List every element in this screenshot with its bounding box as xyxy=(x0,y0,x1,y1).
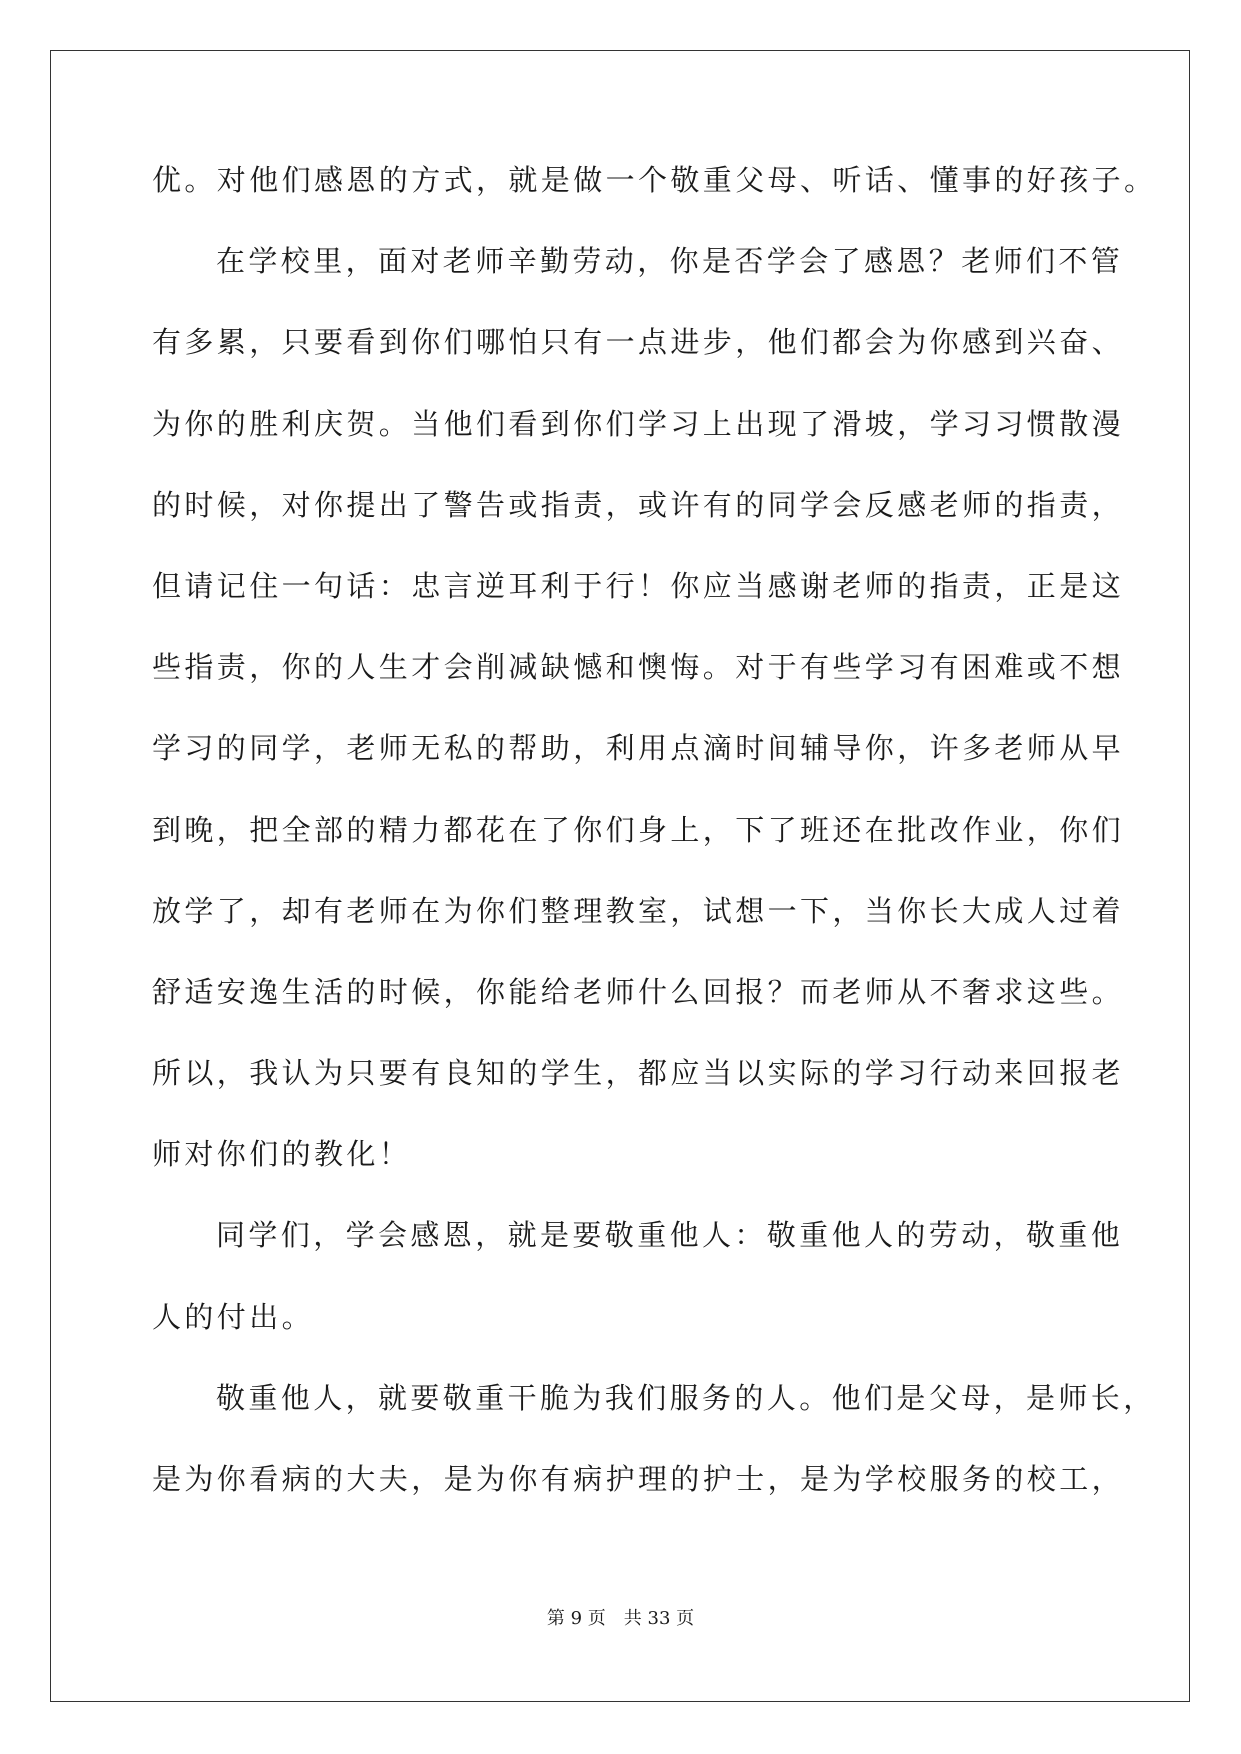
text-line: 优。对他们感恩的方式，就是做一个敬重父母、听话、懂事的好孩子。 xyxy=(152,163,1157,197)
text-line: 有多累，只要看到你们哪怕只有一点进步，他们都会为你感到兴奋、 xyxy=(152,325,1125,360)
text-line: 在学校里，面对老师辛勤劳动，你是否学会了感恩？老师们不管 xyxy=(216,244,1124,279)
text-line: 为你的胜利庆贺。当他们看到你们学习上出现了滑坡，学习习惯散漫 xyxy=(152,406,1125,441)
text-line: 人的付出。 xyxy=(152,1299,315,1334)
document-body xyxy=(152,160,1157,1540)
text-line: 同学们，学会感恩，就是要敬重他人：敬重他人的劳动，敬重他 xyxy=(216,1218,1124,1253)
text-line: 敬重他人，就要敬重干脆为我们服务的人。他们是父母，是师长， xyxy=(216,1380,1156,1415)
text-line: 到晚，把全部的精力都花在了你们身上，下了班还在批改作业，你们 xyxy=(152,812,1125,847)
text-line: 放学了，却有老师在为你们整理教室，试想一下，当你长大成人过着 xyxy=(152,893,1125,928)
text-line: 师对你们的教化！ xyxy=(152,1137,412,1172)
text-line: 些指责，你的人生才会削减缺憾和懊悔。对于有些学习有困难或不想 xyxy=(152,650,1125,685)
text-line: 是为你看病的大夫，是为你有病护理的护士，是为学校服务的校工， xyxy=(152,1462,1125,1496)
text-line: 学习的同学，老师无私的帮助，利用点滴时间辅导你，许多老师从早 xyxy=(152,731,1125,766)
text-line: 但请记住一句话：忠言逆耳利于行！你应当感谢老师的指责，正是这 xyxy=(152,568,1125,603)
page-number-footer: 第 9 页 共 33 页 xyxy=(546,1608,695,1629)
text-line: 舒适安逸生活的时候，你能给老师什么回报？而老师从不奢求这些。 xyxy=(152,974,1125,1009)
text-line: 的时候，对你提出了警告或指责，或许有的同学会反感老师的指责， xyxy=(152,487,1125,522)
text-line: 所以，我认为只要有良知的学生，都应当以实际的学习行动来回报老 xyxy=(152,1056,1125,1091)
